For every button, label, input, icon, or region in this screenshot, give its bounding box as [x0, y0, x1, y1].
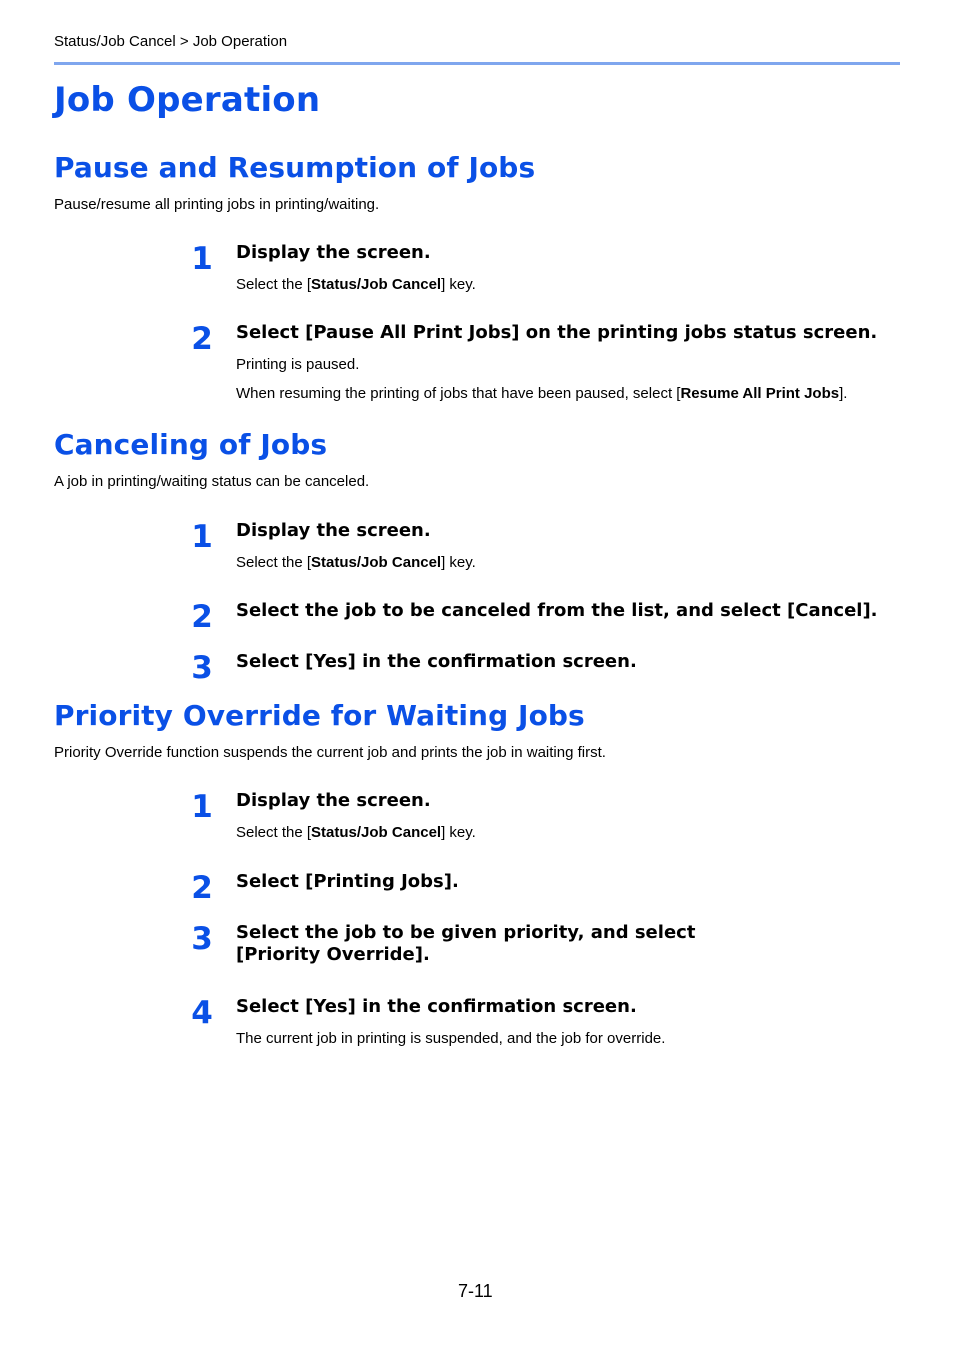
step-number: 1 — [191, 519, 213, 555]
page-title: Job Operation — [54, 80, 321, 120]
step-title: Display the screen. — [236, 520, 431, 541]
key-name-status-job-cancel: Status/Job Cancel — [311, 276, 442, 293]
key-name-status-job-cancel: Status/Job Cancel — [311, 824, 442, 841]
page-number: 7-11 — [458, 1281, 493, 1301]
step-number: 2 — [191, 599, 213, 635]
step-title-line: [Priority Override]. — [236, 944, 430, 965]
step-number: 2 — [191, 870, 213, 906]
step-title-line: Select the job to be given priority, and select — [236, 922, 696, 943]
step-title: Display the screen. — [236, 242, 431, 263]
step-title: Select [Pause All Print Jobs] on the printing jobs status screen. — [236, 322, 878, 343]
section-title-pause-resume: Pause and Resumption of Jobs — [54, 151, 536, 184]
step-description: The current job in printing is suspended, and the job for override. — [236, 1030, 666, 1047]
step-number: 1 — [191, 241, 213, 277]
step-description: Printing is paused. — [236, 356, 360, 373]
key-name-status-job-cancel: Status/Job Cancel — [311, 554, 442, 571]
step-number: 3 — [191, 650, 213, 686]
step-description: Select the [Status/Job Cancel] key. — [236, 554, 476, 571]
step-title: Select [Yes] in the confirmation screen. — [236, 651, 637, 672]
step-description: When resuming the printing of jobs that have been paused, select [Resume All Print Jobs]. — [236, 385, 848, 402]
header-rule — [54, 62, 900, 65]
step-description: Select the [Status/Job Cancel] key. — [236, 276, 476, 293]
step-number: 4 — [191, 995, 213, 1031]
breadcrumb: Status/Job Cancel > Job Operation — [54, 33, 288, 50]
section-intro-pause-resume: Pause/resume all printing jobs in printing/waiting. — [54, 196, 380, 213]
step-title: Display the screen. — [236, 790, 431, 811]
step-number: 2 — [191, 321, 213, 357]
step-title: Select [Printing Jobs]. — [236, 871, 459, 892]
key-name-resume-all-print-jobs: Resume All Print Jobs — [680, 385, 840, 402]
step-title: Select the job to be canceled from the list, and select [Cancel]. — [236, 600, 878, 621]
section-intro-canceling: A job in printing/waiting status can be canceled. — [54, 473, 370, 490]
step-title — [236, 922, 695, 966]
step-title: Select [Yes] in the confirmation screen. — [236, 996, 637, 1017]
step-number: 3 — [191, 921, 213, 957]
step-description: Select the [Status/Job Cancel] key. — [236, 824, 476, 841]
section-title-canceling: Canceling of Jobs — [54, 428, 328, 461]
section-intro-priority-override: Priority Override function suspends the current job and prints the job in waiting first. — [54, 744, 606, 761]
section-title-priority-override: Priority Override for Waiting Jobs — [54, 699, 585, 732]
step-number: 1 — [191, 789, 213, 825]
